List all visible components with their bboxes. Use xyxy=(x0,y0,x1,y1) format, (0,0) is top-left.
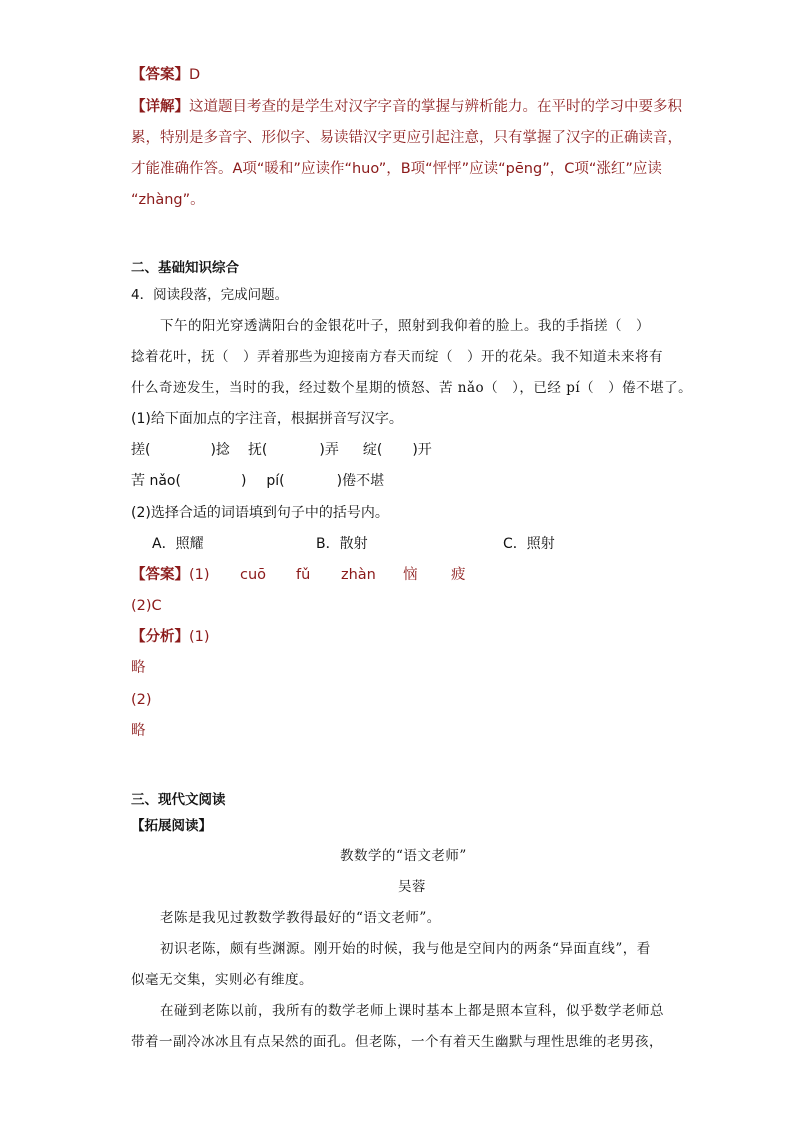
fill-zhan-close: )开 xyxy=(412,442,432,458)
passage-line2: 捻着花叶，抚（ ）弄着那些为迎接南方春天而绽（ ）开的花朵。我不知道未来将有 xyxy=(131,349,663,365)
option-a: A．照耀 xyxy=(152,536,204,552)
sub-question-2: (2)选择合适的词语填到句子中的括号内。 xyxy=(131,505,389,521)
fill-zhan-open: 绽( xyxy=(362,442,383,458)
analysis-1-label: (1) xyxy=(189,629,210,645)
question-4: 4．阅读段落，完成问题。 xyxy=(131,287,289,303)
analysis-lue-1: 略 xyxy=(131,660,146,676)
passage-line3: 什么奇迹发生，当时的我，经过数个星期的愤怒、苦 nǎo（ ），已经 pí（ ）倦不堪了。 xyxy=(131,380,693,396)
q3-detail-line3: 才能准确作答。A项“暖和”应读作“huo”，B项“怦怦”应读“pēng”，C项“涨红”应读 xyxy=(131,161,662,177)
sub-question-1: (1)给下面加点的字注音，根据拼音写汉字。 xyxy=(131,411,403,427)
article-title: 教数学的“语文老师” xyxy=(340,848,467,864)
answer-value: D xyxy=(189,67,201,83)
answer-row-1 xyxy=(131,565,210,585)
detail-text-1: 这道题目考查的是学生对汉字字音的掌握与辨析能力。在平时的学习中要多积 xyxy=(189,99,682,115)
fill-row-1 xyxy=(131,440,432,460)
answer-pi: 疲 xyxy=(451,567,466,583)
analysis-tag: 【分析】 xyxy=(131,629,189,645)
q3-detail-line2: 累，特别是多音字、形似字、易读错汉字更应引起注意，只有掌握了汉字的正确读音， xyxy=(131,130,682,146)
q3-answer-line xyxy=(131,65,200,85)
analysis-row xyxy=(131,627,210,647)
analysis-lue-2: 略 xyxy=(131,723,146,739)
analysis-2-label: (2) xyxy=(131,692,152,708)
q3-detail-line4: “zhàng”。 xyxy=(131,192,205,208)
answer-2: (2)C xyxy=(131,598,162,614)
article-para2-line1: 初识老陈，颇有些渊源。刚开始的时候，我与他是空间内的两条“异面直线”，看 xyxy=(160,941,651,957)
article-para3-line2: 带着一副冷冰冰且有点呆然的面孔。但老陈，一个有着天生幽默与理性思维的老男孩， xyxy=(131,1034,663,1050)
fill-pi-open: pí( xyxy=(266,473,285,489)
fill-fu-open: 抚( xyxy=(247,442,268,458)
extension-tag: 【拓展阅读】 xyxy=(131,818,212,834)
option-b: B．散射 xyxy=(316,536,368,552)
fill-nao-open: 苦 nǎo( xyxy=(131,473,181,489)
answer-tag: 【答案】 xyxy=(131,67,189,83)
article-para2-line2: 似毫无交集，实则必有维度。 xyxy=(131,972,313,988)
fill-cuo-open: 搓( xyxy=(131,442,151,458)
answer-tag-2: 【答案】 xyxy=(131,567,189,583)
answer-1-label: (1) xyxy=(189,567,210,583)
fill-nao-close: ) xyxy=(240,473,247,489)
article-para1: 老陈是我见过教数学教得最好的“语文老师”。 xyxy=(160,910,441,926)
answer-cuo: cuō xyxy=(240,567,267,583)
section3-heading: 三、现代文阅读 xyxy=(131,792,226,808)
fill-pi-close: )倦不堪 xyxy=(336,473,385,489)
answer-fu: fǔ xyxy=(296,567,311,583)
answer-nao: 恼 xyxy=(403,567,418,583)
article-para3-line1: 在碰到老陈以前，我所有的数学老师上课时基本上都是照本宣科，似乎数学老师总 xyxy=(160,1003,664,1019)
option-c: C．照射 xyxy=(503,536,555,552)
article-author: 吴蓉 xyxy=(398,879,426,895)
passage-line1: 下午的阳光穿透满阳台的金银花叶子，照射到我仰着的脸上。我的手指搓（ ） xyxy=(160,318,650,334)
fill-fu-close: )弄 xyxy=(319,442,339,458)
fill-cuo-close: )捻 xyxy=(210,442,230,458)
detail-tag: 【详解】 xyxy=(131,99,189,115)
fill-row-2 xyxy=(131,471,384,491)
answer-zhan: zhàn xyxy=(341,567,376,583)
q3-detail-line1 xyxy=(131,97,682,117)
section2-heading: 二、基础知识综合 xyxy=(131,260,239,276)
